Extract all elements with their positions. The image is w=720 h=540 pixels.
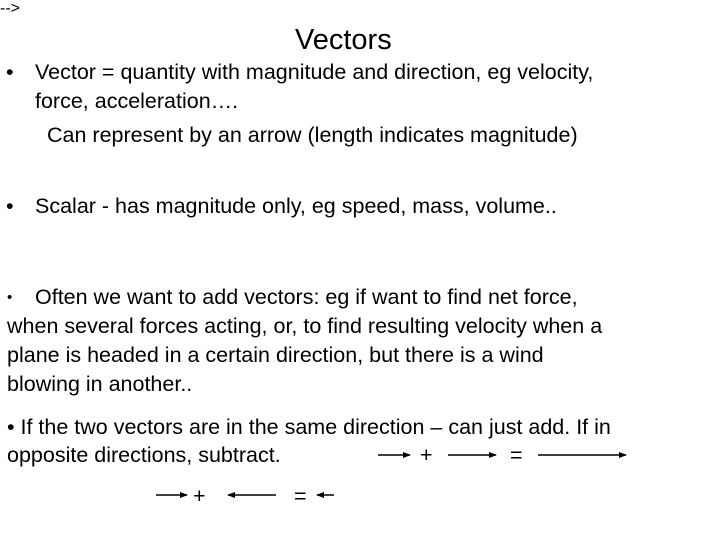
adding-vectors-line-2: when several forces acting, or, to find resulting velocity when a (7, 314, 603, 338)
vector-definition-line-1: Vector = quantity with magnitude and direction, eg velocity, (35, 60, 594, 84)
bullet-marker: • (6, 60, 14, 84)
equals-sign: = (510, 443, 523, 467)
scalar-definition: Scalar - has magnitude only, eg speed, mass, volume.. (35, 194, 557, 218)
same-direction-line-2: opposite directions, subtract. (7, 443, 281, 467)
adding-vectors-line-3: plane is headed in a certain direction, but there is a wind (7, 343, 544, 367)
equals-sign: = (294, 484, 307, 508)
same-direction-line-1: • If the two vectors are in the same direction – can just add. If in (7, 415, 611, 439)
slide-title: Vectors (295, 24, 392, 56)
plus-sign: + (420, 443, 433, 467)
vector-arrow-note: Can represent by an arrow (length indicates magnitude) (47, 123, 578, 147)
adding-vectors-line-4: blowing in another.. (7, 372, 193, 396)
bullet-marker: • (7, 289, 13, 306)
plus-sign: + (193, 484, 206, 508)
bullet-marker: • (6, 194, 14, 218)
vector-definition-line-2: force, acceleration…. (35, 89, 239, 113)
adding-vectors-line-1: Often we want to add vectors: eg if want to find net force, (35, 285, 578, 309)
